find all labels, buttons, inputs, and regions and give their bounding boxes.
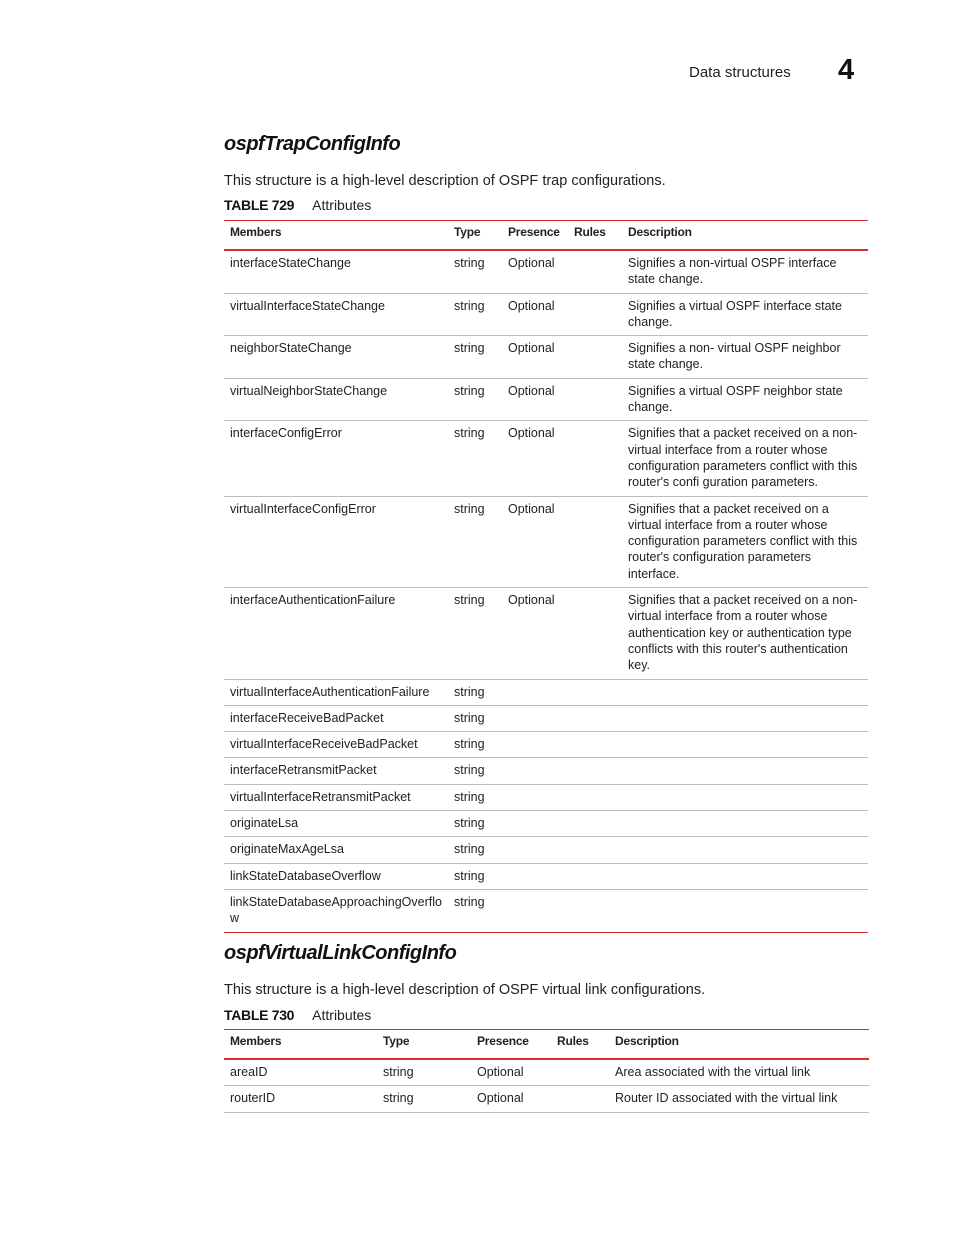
- cell-presence: Optional: [502, 378, 568, 421]
- cell-type: string: [448, 679, 502, 705]
- cell-rules: [568, 679, 622, 705]
- cell-member: interfaceReceiveBadPacket: [224, 705, 448, 731]
- cell-rules: [568, 293, 622, 336]
- cell-member: virtualInterfaceAuthenticationFailure: [224, 679, 448, 705]
- cell-description: Signifies a virtual OSPF neighbor state change.: [622, 378, 868, 421]
- section-title-ospf-trap-config-info: ospfTrapConfigInfo: [224, 133, 401, 155]
- column-header-presence: Presence: [471, 1030, 551, 1060]
- cell-description: Router ID associated with the virtual link: [609, 1086, 869, 1112]
- table-caption: [224, 197, 371, 213]
- cell-rules: [568, 863, 622, 889]
- table-title: Attributes: [312, 1007, 372, 1023]
- cell-presence: [502, 679, 568, 705]
- column-header-type: Type: [377, 1030, 471, 1060]
- cell-rules: [568, 421, 622, 496]
- chapter-number: 4: [838, 54, 855, 86]
- cell-presence: Optional: [502, 496, 568, 587]
- table-row: [224, 863, 868, 889]
- cell-member: interfaceConfigError: [224, 421, 448, 496]
- table-number: TABLE 730: [224, 1007, 295, 1023]
- cell-member: virtualInterfaceReceiveBadPacket: [224, 732, 448, 758]
- table-row: [224, 293, 868, 336]
- cell-type: string: [448, 837, 502, 863]
- column-header-type: Type: [448, 221, 502, 251]
- cell-description: [622, 732, 868, 758]
- table-row: [224, 889, 868, 932]
- cell-presence: Optional: [502, 293, 568, 336]
- cell-presence: [502, 811, 568, 837]
- cell-rules: [568, 889, 622, 932]
- table-row: [224, 588, 868, 679]
- cell-description: [622, 679, 868, 705]
- cell-rules: [568, 837, 622, 863]
- cell-type: string: [377, 1086, 471, 1112]
- table-row: [224, 758, 868, 784]
- cell-type: string: [448, 732, 502, 758]
- cell-presence: Optional: [502, 336, 568, 379]
- cell-type: string: [448, 250, 502, 293]
- cell-presence: [502, 732, 568, 758]
- cell-description: [622, 784, 868, 810]
- cell-description: Signifies that a packet received on a virtual interface from a router whose configuration parameters conflict with this router's configuration parameters interface.: [622, 496, 868, 587]
- cell-rules: [568, 588, 622, 679]
- table-row: [224, 705, 868, 731]
- cell-type: string: [448, 421, 502, 496]
- cell-type: string: [448, 293, 502, 336]
- cell-type: string: [448, 496, 502, 587]
- cell-presence: [502, 784, 568, 810]
- cell-member: virtualInterfaceRetransmitPacket: [224, 784, 448, 810]
- cell-member: originateMaxAgeLsa: [224, 837, 448, 863]
- cell-rules: [568, 758, 622, 784]
- cell-member: interfaceAuthenticationFailure: [224, 588, 448, 679]
- column-header-description: Description: [609, 1030, 869, 1060]
- cell-presence: Optional: [502, 588, 568, 679]
- cell-rules: [568, 811, 622, 837]
- table-row: [224, 811, 868, 837]
- cell-presence: [502, 889, 568, 932]
- cell-rules: [568, 496, 622, 587]
- cell-presence: [502, 863, 568, 889]
- cell-member: virtualInterfaceStateChange: [224, 293, 448, 336]
- cell-type: string: [448, 336, 502, 379]
- cell-presence: [502, 837, 568, 863]
- running-header-title: Data structures: [689, 64, 791, 81]
- cell-member: interfaceStateChange: [224, 250, 448, 293]
- column-header-rules: Rules: [551, 1030, 609, 1060]
- cell-rules: [551, 1086, 609, 1112]
- cell-member: linkStateDatabaseOverflow: [224, 863, 448, 889]
- cell-description: [622, 758, 868, 784]
- column-header-description: Description: [622, 221, 868, 251]
- table-header-row: [224, 1030, 869, 1060]
- cell-rules: [568, 732, 622, 758]
- table-row: [224, 1059, 869, 1086]
- table-caption: [224, 1007, 371, 1023]
- column-header-members: Members: [224, 1030, 377, 1060]
- cell-rules: [568, 378, 622, 421]
- cell-member: areaID: [224, 1059, 377, 1086]
- table-row: [224, 421, 868, 496]
- cell-presence: Optional: [502, 421, 568, 496]
- cell-type: string: [448, 784, 502, 810]
- cell-type: string: [377, 1059, 471, 1086]
- table-row: [224, 378, 868, 421]
- cell-member: linkStateDatabaseApproachingOverflo w: [224, 889, 448, 932]
- table-row: [224, 679, 868, 705]
- cell-type: string: [448, 889, 502, 932]
- column-header-members: Members: [224, 221, 448, 251]
- cell-type: string: [448, 863, 502, 889]
- cell-member: originateLsa: [224, 811, 448, 837]
- attributes-table-730: [224, 1029, 869, 1113]
- cell-type: string: [448, 378, 502, 421]
- cell-presence: [502, 758, 568, 784]
- column-header-presence: Presence: [502, 221, 568, 251]
- cell-member: interfaceRetransmitPacket: [224, 758, 448, 784]
- table-row: [224, 250, 868, 293]
- cell-description: [622, 705, 868, 731]
- table-row: [224, 1086, 869, 1112]
- cell-description: Area associated with the virtual link: [609, 1059, 869, 1086]
- cell-member: neighborStateChange: [224, 336, 448, 379]
- table-number: TABLE 729: [224, 197, 295, 213]
- cell-presence: [502, 705, 568, 731]
- cell-rules: [551, 1059, 609, 1086]
- table-row: [224, 496, 868, 587]
- cell-description: Signifies a non-virtual OSPF interface state change.: [622, 250, 868, 293]
- cell-description: Signifies that a packet received on a non-virtual interface from a router whose configuration parameters conflict with this router's confi guration parameters.: [622, 421, 868, 496]
- cell-type: string: [448, 758, 502, 784]
- cell-presence: Optional: [471, 1059, 551, 1086]
- cell-type: string: [448, 588, 502, 679]
- column-header-rules: Rules: [568, 221, 622, 251]
- section-intro: This structure is a high-level description of OSPF virtual link configurations.: [224, 982, 706, 998]
- cell-type: string: [448, 705, 502, 731]
- cell-type: string: [448, 811, 502, 837]
- cell-rules: [568, 250, 622, 293]
- cell-description: [622, 863, 868, 889]
- cell-description: [622, 837, 868, 863]
- cell-description: [622, 889, 868, 932]
- section-title-ospf-virtual-link-config-info: ospfVirtualLinkConfigInfo: [224, 942, 457, 964]
- cell-description: Signifies that a packet received on a non-virtual interface from a router whose authentication key or authentication type conflicts with this router's authentication key.: [622, 588, 868, 679]
- cell-member: routerID: [224, 1086, 377, 1112]
- cell-rules: [568, 336, 622, 379]
- table-header-row: [224, 221, 868, 251]
- cell-presence: Optional: [471, 1086, 551, 1112]
- cell-presence: Optional: [502, 250, 568, 293]
- cell-member: virtualNeighborStateChange: [224, 378, 448, 421]
- section-intro: This structure is a high-level description of OSPF trap configurations.: [224, 173, 666, 189]
- attributes-table-729: [224, 220, 868, 933]
- cell-description: Signifies a non- virtual OSPF neighbor state change.: [622, 336, 868, 379]
- table-row: [224, 837, 868, 863]
- cell-rules: [568, 705, 622, 731]
- table-row: [224, 336, 868, 379]
- cell-description: Signifies a virtual OSPF interface state change.: [622, 293, 868, 336]
- cell-description: [622, 811, 868, 837]
- table-row: [224, 732, 868, 758]
- table-row: [224, 784, 868, 810]
- cell-rules: [568, 784, 622, 810]
- table-title: Attributes: [312, 197, 372, 213]
- cell-member: virtualInterfaceConfigError: [224, 496, 448, 587]
